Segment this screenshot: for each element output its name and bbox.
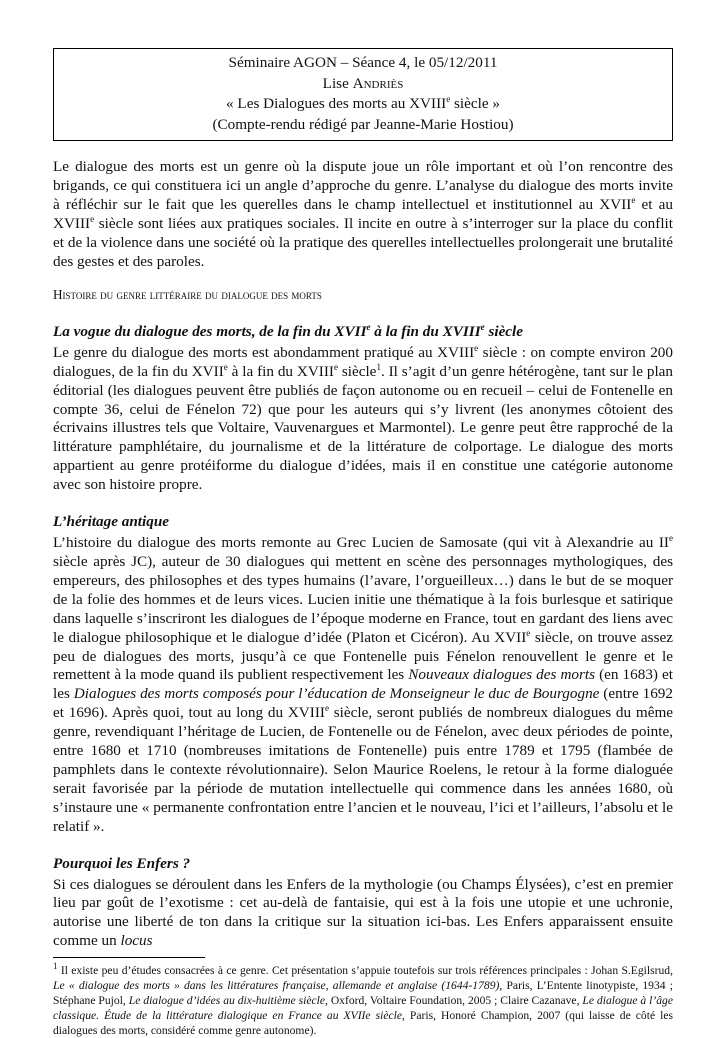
footnote-text-c: , Oxford, Voltaire Foundation, 2005 ; Claire Cazanave, bbox=[324, 994, 583, 1008]
footnote-1 bbox=[53, 963, 673, 1038]
speaker-last-name: Andriès bbox=[352, 74, 404, 92]
vogue-text-d: siècle bbox=[337, 362, 377, 380]
enfers-text-locus: locus bbox=[120, 932, 153, 950]
speaker-first-name: Lise bbox=[322, 74, 349, 92]
heritage-sup-3: e bbox=[324, 703, 329, 714]
heritage-text-a: L’histoire du dialogue des morts remonte au Grec Lucien de Samosate (qui vit à Alexandrie au II bbox=[53, 534, 669, 552]
intro-text-b: et au XVIII bbox=[53, 196, 673, 233]
header-box bbox=[53, 48, 673, 141]
intro-paragraph bbox=[53, 158, 673, 271]
footnote-title-pujol: Le dialogue d’idées au dix-huitième siècle bbox=[128, 994, 325, 1008]
heritage-title-fontenelle: Nouveaux dialogues des morts bbox=[408, 666, 596, 684]
footnote-title-egilsrud: Le « dialogue des morts » dans les littératures française, allemande et anglaise (1644-1789) bbox=[53, 979, 500, 993]
heading-vogue-sup-2: e bbox=[480, 321, 485, 332]
heading-vogue-sup-1: e bbox=[366, 321, 371, 332]
vogue-text-e: . Il s’agit d’un genre hétérogène, tant sur le plan éditorial (les dialogues peuvent être publiés de façon autonome ou en recueil – celui de Fontenelle en compte 36, celui de Fénelon 72) que pour les auteurs qui s’y livrent (les anonymes côtoient des écrivains illustres tels que Voltaire, Vauvenargues et Marmontel). Le genre peut être rapproché de la littérature pamphlétaire, du journalisme et de la littérature de colportage. Le dialogue des morts appartient au genre protéiforme du dialogue d’idées, mais il en constitue une catégorie autonome avec son histoire propre. bbox=[53, 362, 673, 494]
lecture-title-a: « Les Dialogues des morts au XVIII bbox=[226, 95, 447, 113]
heritage-text-b: siècle après JC), auteur de 30 dialogues qui mettent en scène des personnages mythologiques, des empereurs, des philosophes et des types humains (l’avare, l’orgueilleux…) dans le but de se moquer de la folie des hommes et de leurs vices. Lucien initie une thématique à la fois burlesque et satirique dans laquelle s’inscriront les dialogues de l’époque moderne en France, tout en gardant des liens avec le dialogue philosophique et le dialogue d’idée (Platon et Cicéron). Au XVII bbox=[53, 552, 673, 646]
heritage-sup-2: e bbox=[526, 627, 531, 638]
vogue-text-c: à la fin du XVIII bbox=[227, 362, 334, 380]
paragraph-heritage bbox=[53, 534, 673, 837]
vogue-text-a: Le genre du dialogue des morts est abondamment pratiqué au XVIII bbox=[53, 343, 475, 361]
vogue-text-b: siècle : on compte environ 200 dialogues, de la fin du XVII bbox=[53, 343, 673, 380]
footnote-text-a: Il existe peu d’études consacrées à ce genre. Cet présentation s’appuie toutefois sur trois références principales : Johan S.Egilsrud, bbox=[57, 964, 673, 978]
footnote-divider bbox=[53, 957, 205, 958]
vogue-sup-2: e bbox=[223, 361, 228, 372]
intro-sup-1: e bbox=[631, 195, 636, 206]
heritage-text-d: (en 1683) et les bbox=[53, 666, 673, 703]
lecture-title-b: siècle » bbox=[450, 95, 500, 113]
heritage-text-e: (entre 1692 et 1696). Après quoi, tout au long du XVIII bbox=[53, 685, 673, 722]
seminar-line: Séminaire AGON – Séance 4, le 05/12/2011 bbox=[228, 54, 498, 71]
intro-text-a: Le dialogue des morts est un genre où la dispute joue un rôle important et où l’on rencontre des brigands, ce qui constituera ici un angle d’approche du genre. L’analyse du dialogue des morts invite à réfléchir sur le fait que les querelles dans le champ intellectuel et institutionnel au XVII bbox=[53, 158, 673, 214]
footnote-title-cazanave: Le dialogue à l’âge classique. Étude de la littérature dialogique en France au XVIIe siècle bbox=[53, 994, 673, 1023]
report-author-line: (Compte-rendu rédigé par Jeanne-Marie Hostiou) bbox=[212, 115, 514, 133]
paragraph-vogue bbox=[53, 344, 673, 495]
heritage-sup-1: e bbox=[669, 533, 673, 543]
lecture-title-sup: e bbox=[446, 94, 451, 105]
document-page bbox=[53, 48, 673, 1038]
subsection-heading-enfers: Pourquoi les Enfers ? bbox=[53, 854, 191, 872]
intro-sup-2: e bbox=[90, 214, 95, 225]
footnote-text-b: , Paris, L’Entente linotypiste, 1934 ; Stéphane Pujol, bbox=[53, 979, 674, 1008]
intro-text-c: siècle sont liées aux pratiques sociales. Il incite en outre à s’interroger sur la place du conflit et de la violence dans une société où la pratique des querelles intellectuelles prolongerait une brutalité des gestes et des paroles. bbox=[53, 215, 673, 270]
heading-vogue-b: à la fin du XVIII bbox=[370, 322, 481, 340]
paragraph-enfers bbox=[53, 876, 673, 952]
heritage-text-f: siècle, seront publiés de nombreux dialogues du même genre, revendiquant l’héritage de Lucien, de Fontenelle ou de Fénelon, avec deux périodes de pointe, entre 1680 et 1710 (nombreuses imitations de Fontenelle) puis entre 1789 et 1795 (flambée de pamphlets dans le contexte révolutionnaire). Selon Maurice Roelens, le retour à la forme dialoguée serait favorisée par la période de mutation intellectuelle qui commence dans les années 1680, où s’instaure une « permanente confrontation entre l’ancien et le nouveau, l’ici et l’ailleurs, l’absolu et le relatif ». bbox=[53, 704, 673, 835]
enfers-text-a: Si ces dialogues se déroulent dans les Enfers de la mythologie (ou Champs Élysées), c’est en premier lieu par goût de l’exotisme : cet au-delà de fantaisie, qui est à la fois une utopie et une uchronie, autorise une liberté de ton dans la critique sur la situation ici-bas. Les Enfers apparaissent ensuite comme un bbox=[53, 875, 673, 950]
heritage-text-c: siècle, on trouve assez peu de dialogues des morts, jusqu’à ce que Fontenelle puis Fénelon renouvellent le genre et le remettent à la mode quand ils publient respectivement les bbox=[53, 628, 673, 684]
vogue-sup-1: e bbox=[474, 342, 479, 353]
lecture-title bbox=[60, 94, 666, 115]
vogue-sup-3: e bbox=[333, 361, 338, 372]
section-title: Histoire du genre littéraire du dialogue des morts bbox=[53, 286, 322, 302]
heritage-title-fenelon: Dialogues des morts composés pour l’éducation de Monseigneur le duc de Bourgogne bbox=[73, 685, 600, 703]
subsection-heading-heritage: L’héritage antique bbox=[53, 513, 170, 531]
heading-vogue-a: La vogue du dialogue des morts, de la fin du XVII bbox=[53, 322, 367, 340]
footnote-ref-1[interactable]: 1 bbox=[376, 361, 381, 372]
speaker-line bbox=[60, 74, 666, 95]
footnote-text-d: , Paris, Honoré Champion, 2007 (qui laisse de côté les dialogues des morts, considéré comme genre autonome). bbox=[53, 1009, 674, 1038]
subsection-heading-vogue bbox=[53, 322, 673, 341]
heading-vogue-c: siècle bbox=[484, 322, 524, 340]
footnote-number: 1 bbox=[53, 961, 58, 972]
